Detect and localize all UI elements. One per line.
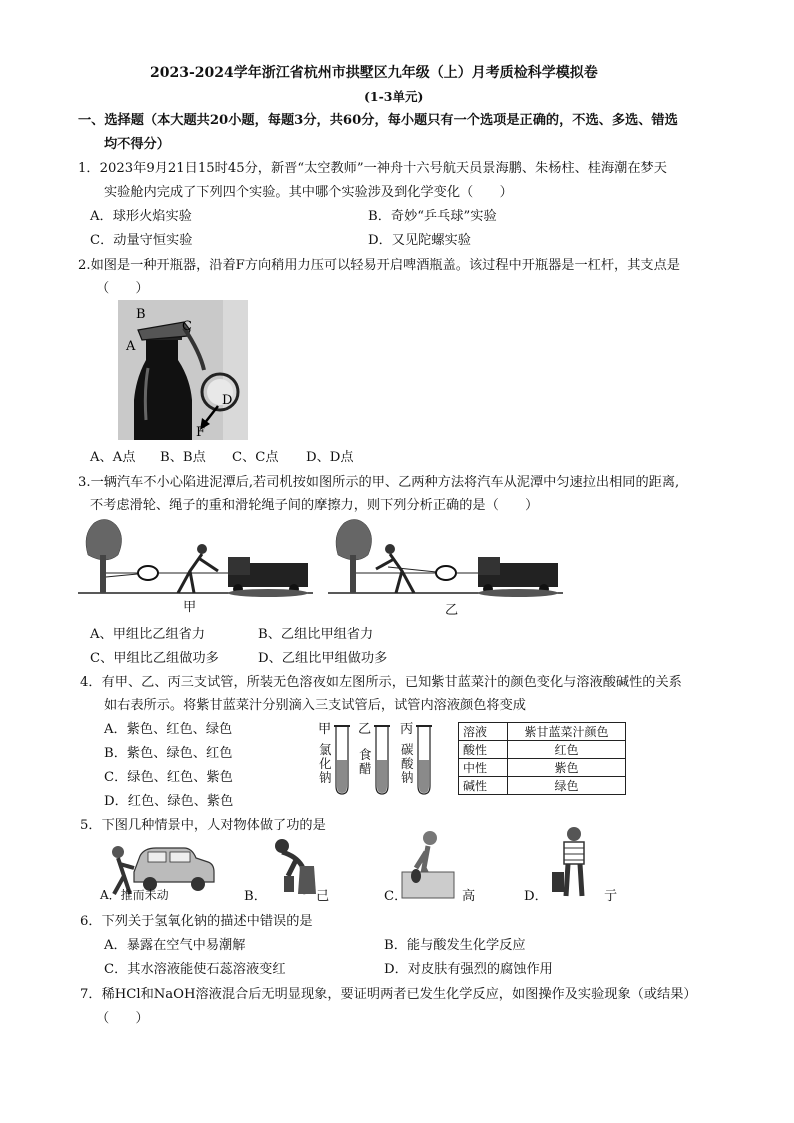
- page-title: 2023-2024学年浙江省杭州市拱墅区九年级（上）月考质检科学模拟卷: [150, 65, 598, 81]
- tube-yi-name: 乙: [358, 722, 372, 737]
- question-6-stem: 6．下列关于氢氧化钠的描述中错误的是: [80, 914, 313, 929]
- label-a: A: [126, 339, 136, 354]
- scene-lift-bag: [262, 836, 322, 896]
- table-row: [459, 741, 626, 759]
- q6-option-d[interactable]: D．对皮肤有强烈的腐蚀作用: [384, 962, 553, 977]
- tube-yi-content: 食醋: [359, 747, 372, 776]
- tube-jia-content: 氯化钠: [319, 742, 332, 785]
- table-header-row: [459, 723, 626, 741]
- q3-option-a[interactable]: A、甲组比乙组省力: [90, 627, 206, 642]
- q5-option-c-tail: 高: [462, 889, 476, 904]
- q4-option-b[interactable]: B．紫色、绿色、红色: [104, 746, 233, 761]
- question-1-stem-cont: 实验舱内完成了下列四个实验。其中哪个实验涉及到化学变化（ ）: [104, 185, 513, 200]
- table-row: [459, 759, 626, 777]
- table-cell: 紫色: [508, 759, 626, 777]
- question-4-stem: 4．有甲、乙、丙三支试管，所装无色溶夜如左图所示，已知紫甘蓝菜汁的颜色变化与溶液酸碱性的关系: [80, 675, 682, 690]
- q1-option-c[interactable]: C．动量守恒实验: [90, 233, 193, 248]
- q5-option-b[interactable]: B．: [244, 889, 267, 904]
- table-cell: 中性: [459, 759, 508, 777]
- q5-option-a[interactable]: A．推而未动: [100, 888, 169, 902]
- q4-option-c[interactable]: C．绿色、红色、紫色: [104, 770, 233, 785]
- label-f: F: [196, 425, 206, 440]
- section-heading: 一、选择题（本大题共20小题，每题3分，共60分，每小题只有一个选项是正确的，不选、多选、错选: [78, 113, 678, 128]
- label-c: C: [182, 319, 192, 334]
- question-1-stem: 1．2023年9月21日15时45分，新晋“太空教师”一神舟十六号航天员景海鹏、朱杨柱、桂海潮在梦天: [78, 161, 667, 176]
- q2-option-d[interactable]: D、D点: [306, 450, 354, 465]
- section-heading-cont: 均不得分）: [104, 137, 170, 152]
- table-row: [459, 777, 626, 795]
- q2-option-b[interactable]: B、B点: [160, 450, 206, 465]
- question-5-stem: 5．下图几种情景中，人对物体做了功的是: [80, 818, 326, 833]
- figure-label-yi: 乙: [445, 603, 459, 618]
- q1-option-d[interactable]: D．又见陀螺实验: [368, 233, 471, 248]
- table-cell: 酸性: [459, 741, 508, 759]
- test-tubes-figure: [314, 720, 444, 798]
- question-7-stem-cont: （ ）: [96, 1011, 149, 1026]
- table-header: 溶液: [459, 723, 508, 741]
- q1-option-b[interactable]: B．奇妙“乒乓球”实验: [368, 209, 497, 224]
- table-cell: 红色: [508, 741, 626, 759]
- q3-option-c[interactable]: C、甲组比乙组做功多: [90, 651, 219, 666]
- q5-option-d-tail: 亍: [604, 889, 618, 904]
- q4-option-a[interactable]: A．紫色、红色、绿色: [104, 722, 233, 737]
- tube-jia-name: 甲: [318, 722, 332, 737]
- cabbage-color-table: [458, 722, 626, 795]
- q6-option-a[interactable]: A．暴露在空气中易潮解: [104, 938, 246, 953]
- figure-label-jia: 甲: [183, 600, 197, 615]
- bottle-opener-figure: [118, 300, 248, 440]
- table-cell: 绿色: [508, 777, 626, 795]
- label-d: D: [222, 393, 233, 408]
- scene-carry-walk: [548, 824, 598, 900]
- q2-option-c[interactable]: C、C点: [232, 450, 279, 465]
- question-4-stem-cont: 如右表所示。将紫甘蓝菜汁分别滴入三支试管后，试管内溶液颜色将变成: [104, 698, 526, 713]
- q1-option-a[interactable]: A．球形火焰实验: [90, 209, 192, 224]
- page-subtitle: (1-3单元): [364, 89, 424, 104]
- question-2-stem-cont: （ ）: [96, 281, 149, 296]
- q3-option-b[interactable]: B、乙组比甲组省力: [258, 627, 374, 642]
- q6-option-b[interactable]: B．能与酸发生化学反应: [384, 938, 526, 953]
- question-2-stem: 2.如图是一种开瓶器，沿着F方向稍用力压可以轻易开启啤酒瓶盖。该过程中开瓶器是一杠杆，其支点是: [78, 258, 680, 273]
- table-header: 紫甘蓝菜汁颜色: [508, 723, 626, 741]
- q6-option-c[interactable]: C．其水溶液能使石蕊溶液变红: [104, 962, 286, 977]
- pulley-figure-jia: [78, 515, 313, 600]
- q4-option-d[interactable]: D．红色、绿色、紫色: [104, 794, 234, 809]
- q5-option-b-tail: 己: [316, 889, 330, 904]
- tube-bing-name: 丙: [400, 722, 414, 737]
- q2-option-a[interactable]: A、A点: [90, 450, 136, 465]
- question-7-stem: 7．稀HCl和NaOH溶液混合后无明显现象，要证明两者已发生化学反应，如图操作及实验现象（或结果）: [80, 987, 697, 1002]
- label-b: B: [136, 307, 146, 322]
- q5-option-c[interactable]: C．: [384, 889, 408, 904]
- question-3-stem: 3.一辆汽车不小心陷进泥潭后,若司机按如图所示的甲、乙两种方法将汽车从泥潭中匀速拉出相同的距离,: [78, 475, 680, 490]
- question-3-stem-cont: 不考虑滑轮、绳子的重和滑轮绳子间的摩擦力，则下列分析正确的是（ ）: [90, 498, 539, 513]
- table-cell: 碱性: [459, 777, 508, 795]
- pulley-figure-yi: [328, 515, 563, 600]
- tube-bing-content: 碳酸钠: [401, 742, 414, 785]
- q3-option-d[interactable]: D、乙组比甲组做功多: [258, 651, 388, 666]
- q5-option-d[interactable]: D．: [524, 889, 548, 904]
